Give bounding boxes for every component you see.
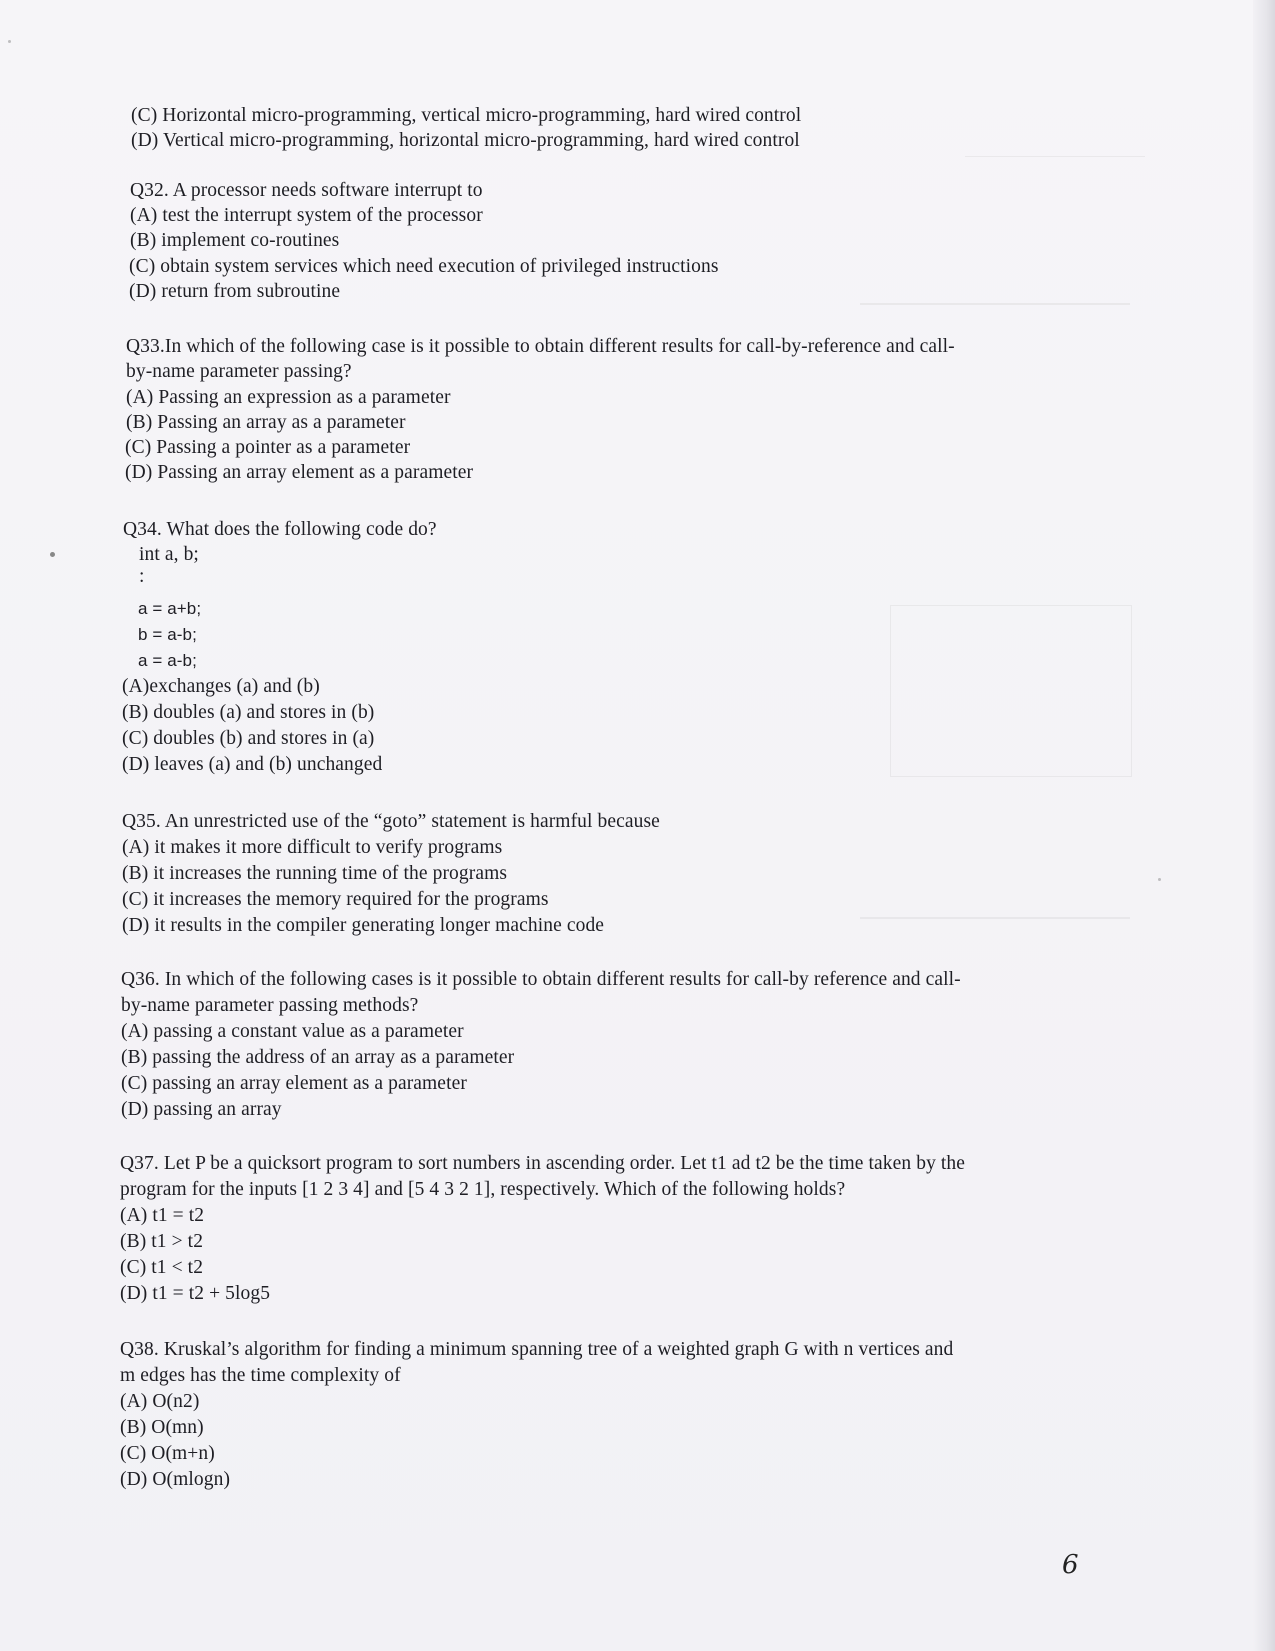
- option-line: (D) passing an array: [121, 1099, 282, 1120]
- option-line: (A)exchanges (a) and (b): [122, 676, 320, 697]
- option-line: (B) implement co-routines: [130, 230, 340, 251]
- option-line: (B) Passing an array as a parameter: [126, 412, 406, 433]
- code-line: :: [139, 566, 145, 587]
- option-line: (B) it increases the running time of the programs: [122, 863, 508, 884]
- question-stem: Q37. Let P be a quicksort program to sort numbers in ascending order. Let t1 ad t2 be the time taken by the: [120, 1153, 966, 1174]
- code-line: a = a+b;: [138, 599, 202, 618]
- option-line: (A) O(n2): [120, 1391, 200, 1412]
- option-line: (A) test the interrupt system of the processor: [130, 205, 483, 226]
- option-line: (D) Vertical micro-programming, horizontal micro-programming, hard wired control: [131, 130, 800, 151]
- option-line: (D) return from subroutine: [129, 281, 341, 302]
- question-stem: m edges has the time complexity of: [120, 1365, 401, 1386]
- question-stem: by-name parameter passing?: [126, 361, 352, 382]
- question-stem: Q35. An unrestricted use of the “goto” statement is harmful because: [122, 811, 660, 832]
- option-line: (B) passing the address of an array as a parameter: [121, 1047, 515, 1068]
- question-stem: program for the inputs [1 2 3 4] and [5 4 3 2 1], respectively. Which of the following holds?: [120, 1179, 846, 1200]
- option-line: (C) obtain system services which need execution of privileged instructions: [129, 256, 719, 277]
- option-line: (B) t1 > t2: [120, 1231, 204, 1252]
- option-line: (C) t1 < t2: [120, 1257, 204, 1278]
- option-line: (D) t1 = t2 + 5log5: [120, 1283, 271, 1304]
- question-stem: Q32. A processor needs software interrupt to: [130, 180, 483, 201]
- option-line: (A) Passing an expression as a parameter: [126, 387, 451, 408]
- question-stem: by-name parameter passing methods?: [121, 995, 419, 1016]
- option-line: (A) passing a constant value as a parameter: [121, 1021, 464, 1042]
- question-stem: Q34. What does the following code do?: [123, 519, 437, 540]
- code-line: a = a-b;: [138, 651, 197, 670]
- question-stem: Q36. In which of the following cases is it possible to obtain different results for call-by reference and call-: [121, 969, 961, 990]
- option-line: (D) Passing an array element as a parameter: [125, 462, 474, 483]
- option-line: (C) Passing a pointer as a parameter: [125, 437, 411, 458]
- code-line: b = a-b;: [138, 625, 197, 644]
- page-number: 6: [1062, 1550, 1079, 1580]
- question-stem: Q33.In which of the following case is it possible to obtain different results for call-by-reference and call-: [126, 336, 955, 357]
- option-line: (C) passing an array element as a parameter: [121, 1073, 467, 1094]
- option-line: (C) Horizontal micro-programming, vertical micro-programming, hard wired control: [131, 105, 802, 126]
- option-line: (B) O(mn): [120, 1417, 204, 1438]
- option-line: (C) doubles (b) and stores in (a): [122, 728, 375, 749]
- code-line: int a, b;: [139, 544, 199, 565]
- option-line: (A) it makes it more difficult to verify programs: [122, 837, 503, 858]
- option-line: (D) it results in the compiler generating longer machine code: [122, 915, 605, 936]
- option-line: (B) doubles (a) and stores in (b): [122, 702, 375, 723]
- option-line: (C) O(m+n): [120, 1443, 215, 1464]
- option-line: (D) O(mlogn): [120, 1469, 231, 1490]
- question-stem: Q38. Kruskal’s algorithm for finding a minimum spanning tree of a weighted graph G with n vertices and: [120, 1339, 954, 1360]
- option-line: (D) leaves (a) and (b) unchanged: [122, 754, 383, 775]
- option-line: (A) t1 = t2: [120, 1205, 205, 1226]
- option-line: (C) it increases the memory required for the programs: [122, 889, 549, 910]
